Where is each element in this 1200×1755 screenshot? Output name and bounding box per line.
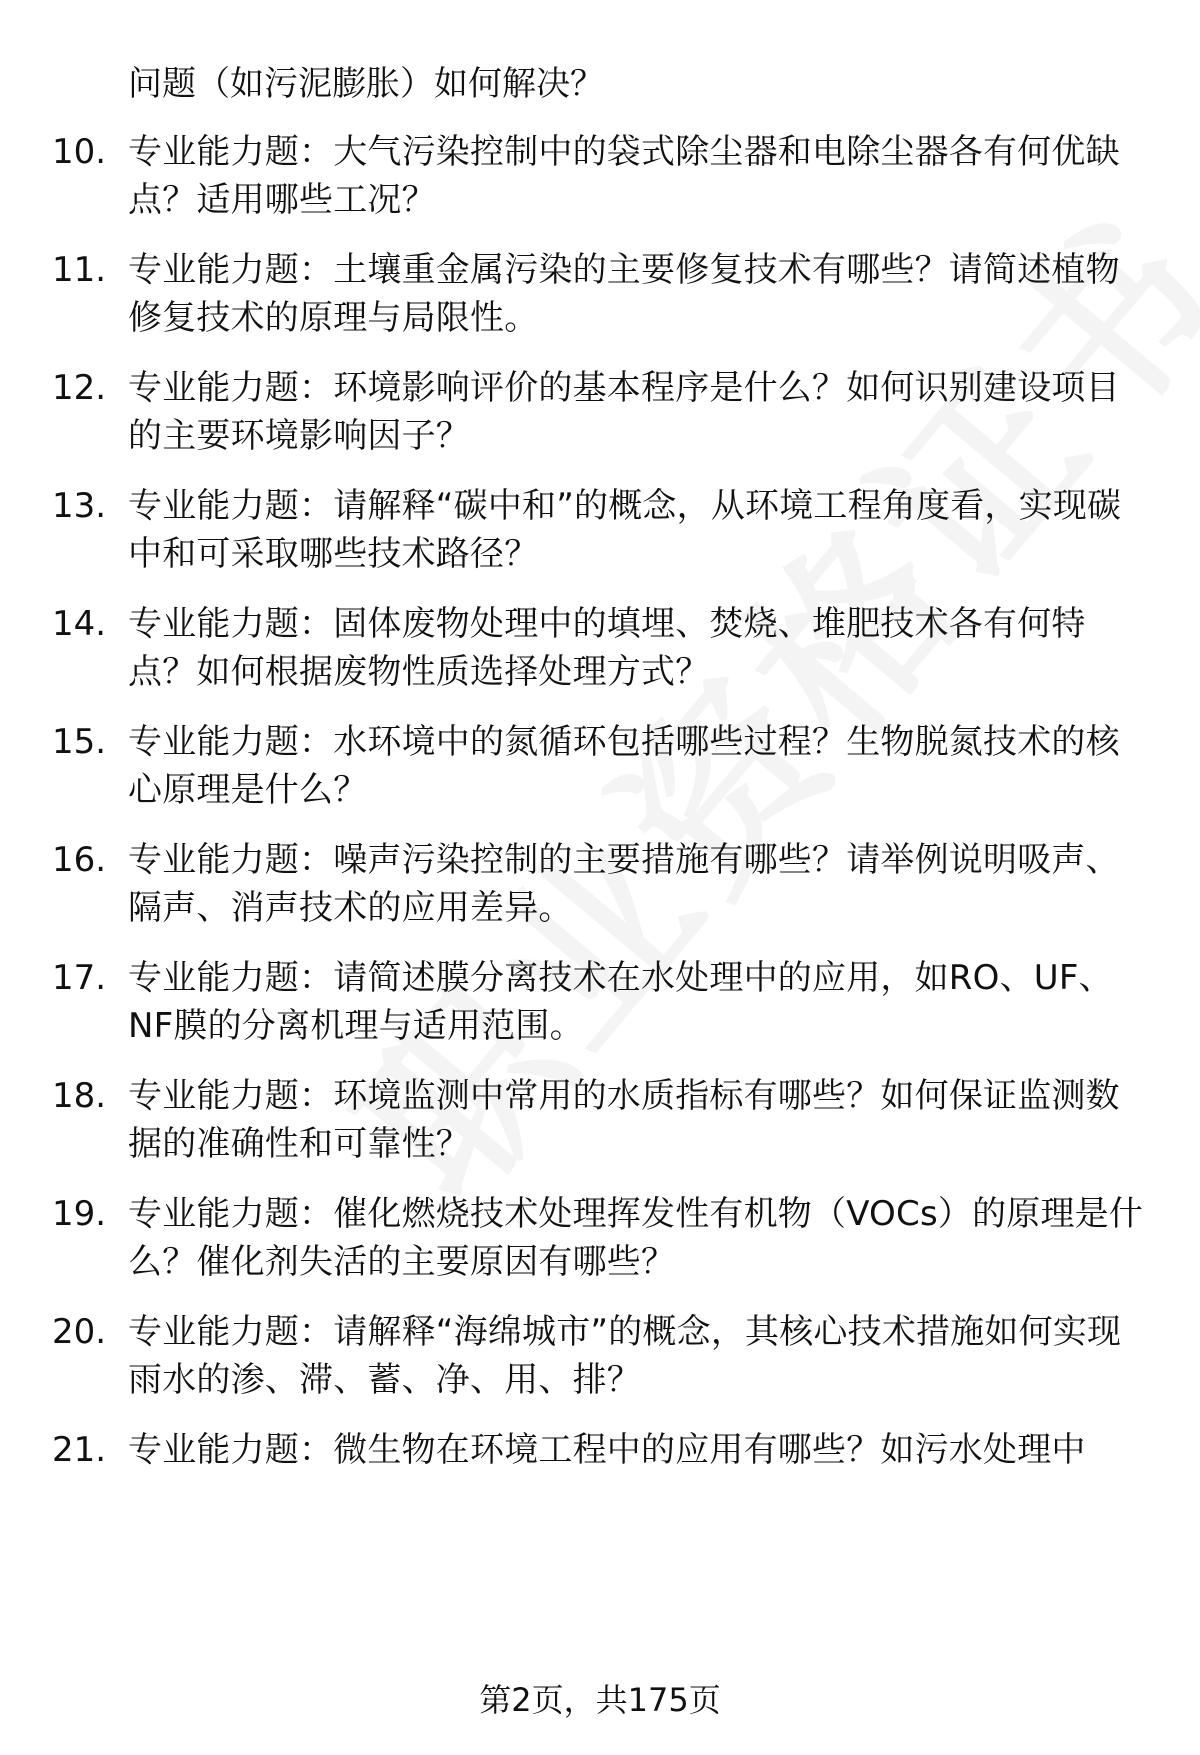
question-number: 12. bbox=[52, 368, 107, 408]
question-number: 11. bbox=[52, 250, 107, 290]
question-number: 10. bbox=[52, 132, 107, 172]
question-number: 20. bbox=[52, 1312, 107, 1352]
question-text: 专业能力题：环境影响评价的基本程序是什么？如何识别建设项目的主要环境影响因子？ bbox=[128, 368, 1120, 456]
question-number: 19. bbox=[52, 1194, 107, 1234]
question-number: 13. bbox=[52, 486, 107, 526]
question-text: 专业能力题：土壤重金属污染的主要修复技术有哪些？请简述植物修复技术的原理与局限性。 bbox=[128, 250, 1120, 338]
question-text: 专业能力题：大气污染控制中的袋式除尘器和电除尘器各有何优缺点？适用哪些工况？ bbox=[128, 132, 1120, 220]
question-text: 专业能力题：请解释“碳中和”的概念，从环境工程角度看，实现碳中和可采取哪些技术路径？ bbox=[128, 486, 1122, 574]
question-text: 专业能力题：环境监测中常用的水质指标有哪些？如何保证监测数据的准确性和可靠性？ bbox=[128, 1076, 1120, 1164]
question-number: 21. bbox=[52, 1430, 107, 1470]
question-text: 专业能力题：催化燃烧技术处理挥发性有机物（VOCs）的原理是什么？催化剂失活的主要原因有哪些？ bbox=[128, 1194, 1144, 1282]
question-text: 专业能力题：请解释“海绵城市”的概念，其核心技术措施如何实现雨水的渗、滞、蓄、净、用、排？ bbox=[128, 1312, 1122, 1400]
question-text: 专业能力题：请简述膜分离技术在水处理中的应用，如RO、UF、NF膜的分离机理与适用范围。 bbox=[128, 958, 1113, 1046]
page-footer: 第2页，共175页 bbox=[479, 1681, 721, 1719]
question-number: 18. bbox=[52, 1076, 107, 1116]
question-number: 17. bbox=[52, 958, 107, 998]
question-text: 专业能力题：微生物在环境工程中的应用有哪些？如污水处理中 bbox=[128, 1430, 1086, 1470]
question-number: 15. bbox=[52, 722, 107, 762]
question-text: 专业能力题：固体废物处理中的填埋、焚烧、堆肥技术各有何特点？如何根据废物性质选择处理方式？ bbox=[128, 604, 1086, 692]
question-text: 专业能力题：水环境中的氮循环包括哪些过程？生物脱氮技术的核心原理是什么？ bbox=[128, 722, 1120, 810]
continuation-text: 问题（如污泥膨胀）如何解决？ bbox=[128, 64, 604, 104]
question-text: 专业能力题：噪声污染控制的主要措施有哪些？请举例说明吸声、隔声、消声技术的应用差异。 bbox=[128, 840, 1120, 928]
question-number: 14. bbox=[52, 604, 107, 644]
question-number: 16. bbox=[52, 840, 107, 880]
